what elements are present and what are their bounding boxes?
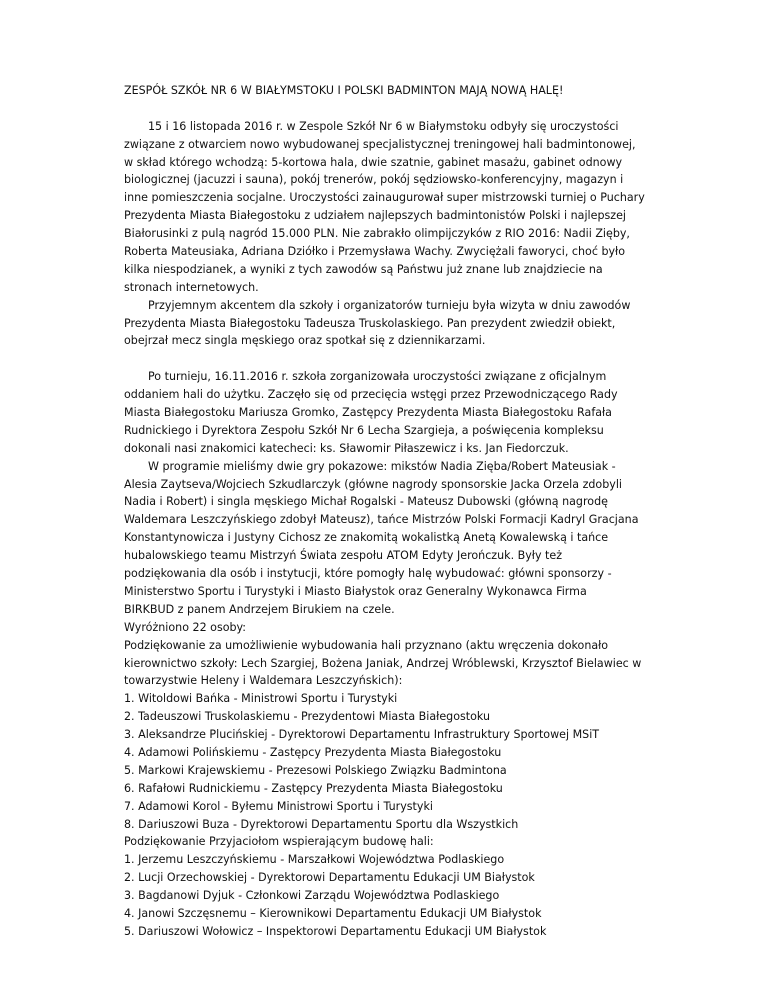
text-line: Podziękowanie za umożliwienie wybudowania hali przyznano (aktu wręczenia dokonało [124,638,609,652]
paragraph-president-visit [124,297,654,351]
list-item: 2. Tadeuszowi Truskolaskiemu - Prezydentowi Miasta Białegostoku [124,710,491,724]
paragraph-program [124,458,654,619]
friends-list [124,851,654,940]
text-line: oddaniem hali do użytku. Zaczęło się od przecięcia wstęgi przez Przewodniczącego Rady [124,388,618,402]
text-line: Konstantynowicza i Justyny Cichosz ze znakomitą wokalistką Anetą Kowalewską i tańce [124,531,609,545]
text-line: obejrzał mecz singla męskiego oraz spotkał się z dziennikarzami. [124,334,486,348]
text-line: związane z otwarciem nowo wybudowanej specjalistycznej treningowej hali badmintonowej, [124,137,636,151]
text-line: towarzystwie Heleny i Waldemara Leszczyńskich): [124,674,403,688]
text-line: w skład którego wchodzą: 5-kortowa hala, dwie szatnie, gabinet masażu, gabinet odnowy [124,155,623,169]
list-item: 1. Jerzemu Leszczyńskiemu - Marszałkowi Województwa Podlaskiego [124,853,505,867]
thanks-intro [124,637,654,691]
text-line: BIRKBUD z panem Andrzejem Birukiem na czele. [124,602,395,616]
list-item: 6. Rafałowi Rudnickiemu - Zastępcy Prezydenta Miasta Białegostoku [124,781,503,795]
list-item: 5. Dariuszowi Wołowicz – Inspektorowi Departamentu Edukacji UM Białystok [124,924,547,938]
text-line: biologicznej (jacuzzi i sauna), pokój trenerów, pokój sędziowsko-konferencyjny, magazyn i [124,173,624,187]
text-line: Ministerstwo Sportu i Turystyki i Miasto Białystok oraz Generalny Wykonawca Firma [124,584,587,598]
text-line: Rudnickiego i Dyrektora Zespołu Szkół Nr 6 Lecha Szargieja, a poświęcenia kompleksu [124,423,604,437]
text-line: Alesia Zaytseva/Wojciech Szkudlarczyk (główne nagrody sponsorskie Jacka Orzela zdobyli [124,477,622,491]
document-page [124,82,654,941]
list-item: 4. Adamowi Polińskiemu - Zastępcy Prezydenta Miasta Białegostoku [124,745,502,759]
text-line: dokonali nasi znakomici katecheci: ks. Sławomir Piłaszewicz i ks. Jan Fiedorczuk. [124,441,569,455]
paragraph-opening [124,118,654,297]
text-line: Po turnieju, 16.11.2016 r. szkoła zorganizowała uroczystości związane z oficjalnym [148,370,607,384]
list-item: 5. Markowi Krajewskiemu - Prezesowi Polskiego Związku Badmintona [124,763,507,777]
list-item: 4. Janowi Szczęsnemu – Kierownikowi Departamentu Edukacji UM Białystok [124,906,542,920]
text-line: Roberta Mateusiaka, Adriana Dziółko i Przemysława Wachy. Zwyciężali faworyci, choć było [124,245,625,259]
text-line: podziękowania dla osób i instytucji, które pomogły halę wybudować: główni sponsorzy - [124,567,612,581]
text-line: hubalowskiego teamu Mistrzyń Świata zespołu ATOM Edyty Jerończuk. Były też [124,549,563,563]
list-item: 1. Witoldowi Bańka - Ministrowi Sportu i Turystyki [124,692,398,706]
blank-line [124,350,654,368]
text-line: kierownictwo szkoły: Lech Szargiej, Bożena Janiak, Andrzej Wróblewski, Krzysztof Bielawiec w [124,656,642,670]
document-title: ZESPÓŁ SZKÓŁ NR 6 W BIAŁYMSTOKU I POLSKI BADMINTON MAJĄ NOWĄ HALĘ! [124,84,564,97]
text-line: Przyjemnym akcentem dla szkoły i organizatorów turnieju była wizyta w dniu zawodów [148,298,631,312]
distinguished-heading: Wyróżniono 22 osoby: [124,620,247,634]
friends-heading: Podziękowanie Przyjaciołom wspierającym budowę hali: [124,835,434,849]
text-line: stronach internetowych. [124,280,259,294]
text-line: Prezydenta Miasta Białegostoku Tadeusza Truskolaskiego. Pan prezydent zwiedził obiekt, [124,316,616,330]
text-line: inne pomieszczenia socjalne. Uroczystości zainaugurował super mistrzowski turniej o Puchary [124,191,645,205]
text-line: Białorusinki z pulą nagród 15.000 PLN. Nie zabrakło olimpijczyków z RIO 2016: Nadii Zięby, [124,227,630,241]
text-line: Nadia i Robert) i singla męskiego Michał Rogalski - Mateusz Dubowski (główną nagrodę [124,495,608,509]
text-line: Miasta Białegostoku Mariusza Gromko, Zastępcy Prezydenta Miasta Białegostoku Rafała [124,406,612,420]
list-item: 3. Aleksandrze Plucińskiej - Dyrektorowi Departamentu Infrastruktury Sportowej MSiT [124,728,600,742]
list-item: 3. Bagdanowi Dyjuk - Członkowi Zarządu Województwa Podlaskiego [124,889,500,903]
list-item: 8. Dariuszowi Buza - Dyrektorowi Departamentu Sportu dla Wszystkich [124,817,519,831]
text-line: kilka niespodzianek, a wyniki z tych zawodów są Państwu już znane lub znajdziecie na [124,262,603,276]
paragraph-opening-ceremony [124,368,654,457]
text-line: 15 i 16 listopada 2016 r. w Zespole Szkół Nr 6 w Białymstoku odbyły się uroczystości [148,119,619,133]
list-item: 2. Lucji Orzechowskiej - Dyrektorowi Departamentu Edukacji UM Białystok [124,871,535,885]
honoree-list [124,690,654,833]
text-line: Waldemara Leszczyńskiego zdobył Mateusz), tańce Mistrzów Polski Formacji Kadryl Gracjana [124,513,639,527]
text-line: W programie mieliśmy dwie gry pokazowe: mikstów Nadia Zięba/Robert Mateusiak - [148,459,616,473]
list-item: 7. Adamowi Korol - Byłemu Ministrowi Sportu i Turystyki [124,799,433,813]
text-line: Prezydenta Miasta Białegostoku z udziałem najlepszych badmintonistów Polski i najlepszej [124,209,627,223]
